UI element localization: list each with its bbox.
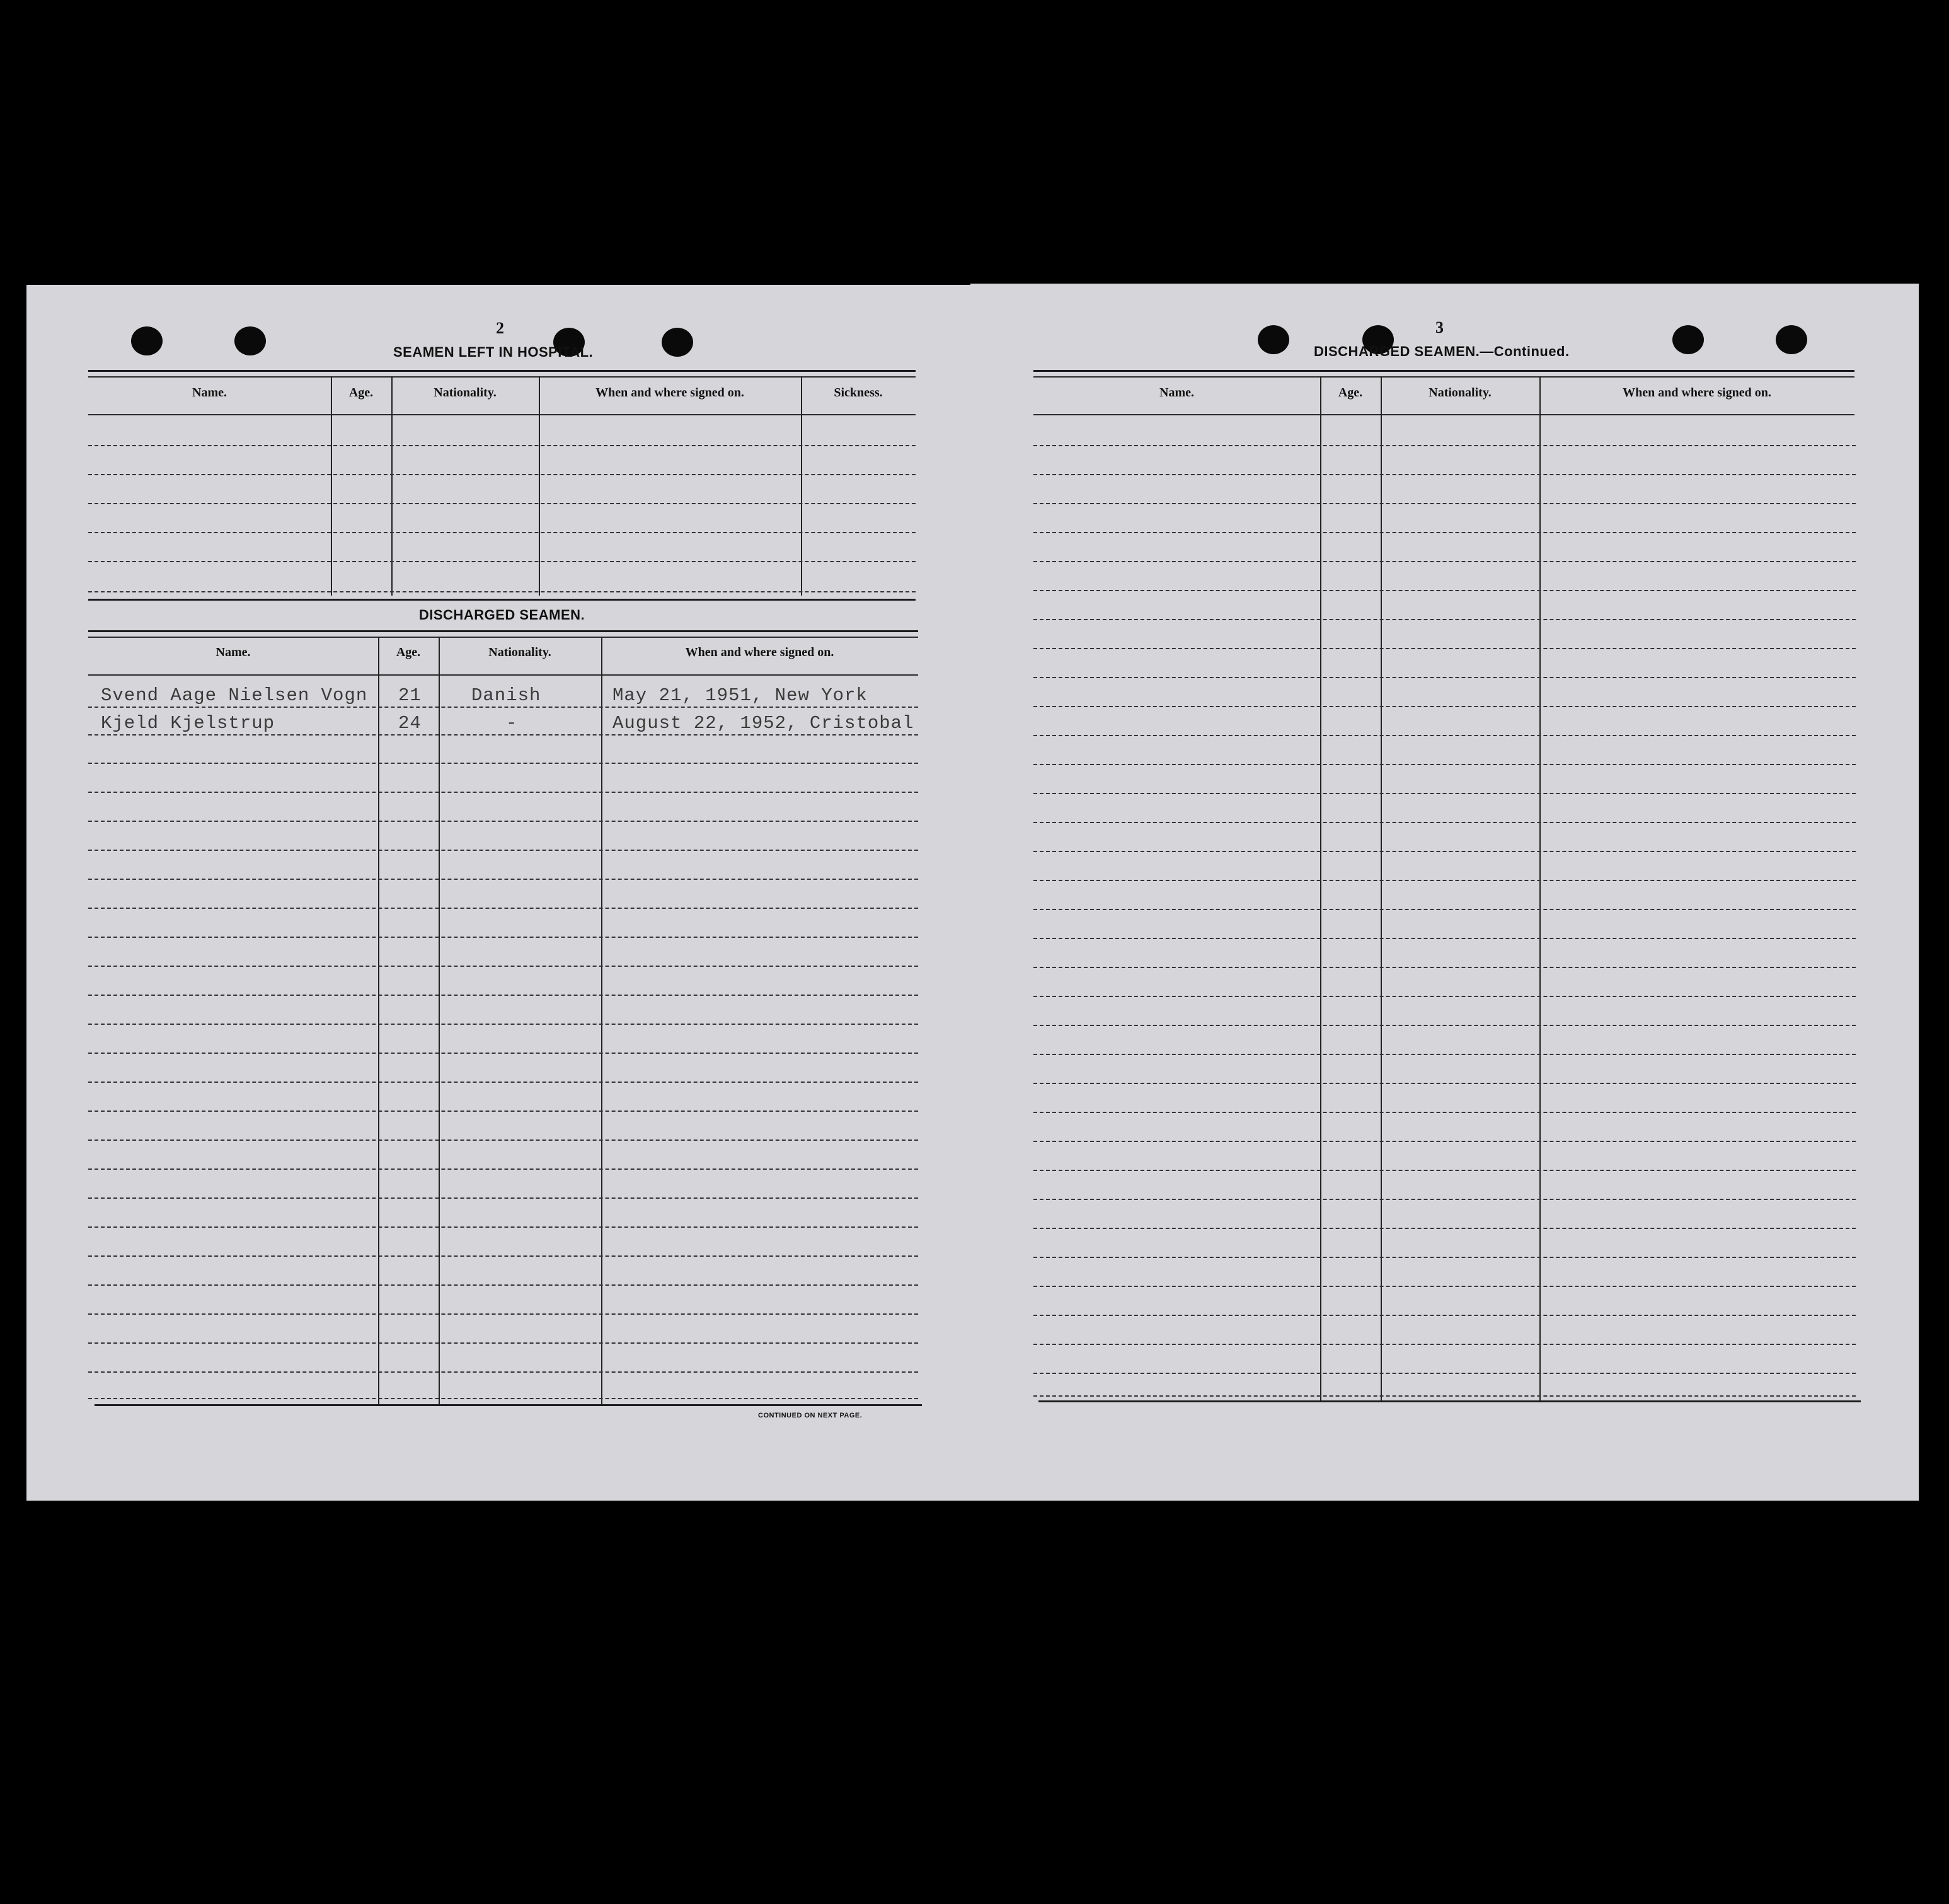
- hospital-section-title: SEAMEN LEFT IN HOSPITAL.: [393, 344, 594, 360]
- ruled-line: [1033, 793, 1856, 794]
- ruled-line: [88, 908, 918, 909]
- ruled-line: [1033, 1025, 1856, 1026]
- rule: [95, 1404, 922, 1406]
- ruled-line: [88, 850, 918, 851]
- ruled-line: [88, 1342, 918, 1344]
- ruled-line: [1033, 1199, 1856, 1200]
- right-col-signed-on: When and where signed on.: [1623, 386, 1771, 400]
- column-divider: [331, 376, 332, 596]
- ruled-line: [88, 1053, 918, 1054]
- ruled-line: [88, 1024, 918, 1025]
- ruled-line: [1033, 1315, 1856, 1316]
- continued-note: CONTINUED ON NEXT PAGE.: [758, 1412, 863, 1419]
- ruled-line: [88, 445, 916, 446]
- ruled-line: [88, 966, 918, 967]
- ruled-line: [1033, 677, 1856, 678]
- hospital-col-sickness: Sickness.: [834, 386, 883, 400]
- ruled-line: [88, 1197, 918, 1199]
- punch-hole: [131, 326, 163, 355]
- hospital-col-age: Age.: [348, 386, 374, 400]
- discharged-col-nationality: Nationality.: [488, 645, 551, 659]
- column-divider: [1539, 376, 1541, 1400]
- right-col-nationality: Nationality.: [1429, 386, 1492, 400]
- ruled-line: [88, 1255, 918, 1257]
- ruled-line: [88, 503, 916, 504]
- ruled-line: [88, 995, 918, 996]
- rule: [1033, 370, 1854, 372]
- ruled-line: [1033, 1228, 1856, 1229]
- ruled-line: [1033, 851, 1856, 852]
- rule: [1033, 376, 1854, 378]
- hospital-col-name: Name.: [192, 386, 227, 400]
- ruled-line: [88, 792, 918, 793]
- header-rule: [1033, 414, 1854, 415]
- punch-hole: [1672, 325, 1704, 354]
- discharged-col-name: Name.: [216, 645, 251, 659]
- column-divider: [439, 637, 440, 1404]
- ruled-line: [88, 937, 918, 938]
- rule: [88, 637, 918, 638]
- ruled-line: [88, 591, 916, 592]
- hospital-col-nationality: Nationality.: [434, 386, 497, 400]
- ruled-line: [1033, 996, 1856, 997]
- page-number-right: 3: [1435, 318, 1444, 337]
- rule: [88, 370, 916, 372]
- ruled-line: [88, 474, 916, 475]
- ruled-line: [1033, 619, 1856, 620]
- ruled-line: [1033, 1141, 1856, 1142]
- column-divider: [378, 637, 379, 1404]
- ruled-line: [1033, 1344, 1856, 1345]
- rule: [88, 376, 916, 378]
- ruled-line: [88, 707, 918, 708]
- ruled-line: [88, 1398, 918, 1399]
- ruled-line: [1033, 880, 1856, 881]
- ruled-line: [1033, 1054, 1856, 1055]
- ruled-line: [1033, 938, 1856, 939]
- ruled-line: [1033, 735, 1856, 736]
- punch-hole: [1258, 325, 1289, 354]
- ruled-line: [88, 734, 918, 736]
- ruled-line: [1033, 648, 1856, 649]
- ruled-line: [1033, 503, 1856, 504]
- ruled-line: [1033, 1112, 1856, 1113]
- hospital-col-signed-on: When and where signed on.: [595, 386, 744, 400]
- column-divider: [801, 376, 802, 596]
- ruled-line: [1033, 909, 1856, 910]
- seaman-nationality: Danish: [471, 685, 541, 706]
- discharged-col-age: Age.: [396, 645, 421, 659]
- ruled-line: [88, 1168, 918, 1170]
- right-col-age: Age.: [1338, 386, 1363, 400]
- ruled-line: [1033, 474, 1856, 475]
- ruled-line: [1033, 590, 1856, 591]
- right-section-title: DISCHARGED SEAMEN.—Continued.: [1314, 343, 1570, 359]
- seaman-nationality: -: [506, 713, 518, 734]
- ruled-line: [88, 1371, 918, 1373]
- ruled-line: [88, 1082, 918, 1083]
- left-page: [26, 285, 981, 1501]
- ruled-line: [88, 1313, 918, 1315]
- column-divider: [1381, 376, 1382, 1400]
- discharged-col-signed-on: When and where signed on.: [685, 645, 834, 659]
- ruled-line: [1033, 1170, 1856, 1171]
- seaman-age: 21: [398, 685, 422, 706]
- ruled-line: [1033, 1083, 1856, 1084]
- seaman-signed-on: August 22, 1952, Cristobal: [612, 713, 914, 734]
- header-rule: [88, 674, 918, 676]
- seaman-signed-on: May 21, 1951, New York: [612, 685, 868, 706]
- seaman-age: 24: [398, 713, 422, 734]
- ruled-line: [88, 763, 918, 764]
- ruled-line: [1033, 445, 1856, 446]
- punch-hole: [1776, 325, 1807, 354]
- header-rule: [88, 414, 916, 415]
- seaman-name: Svend Aage Nielsen Vogn: [101, 685, 368, 706]
- punch-hole: [662, 328, 693, 357]
- ruled-line: [1033, 1257, 1856, 1258]
- column-divider: [601, 637, 602, 1404]
- ruled-line: [88, 1284, 918, 1286]
- rule: [1038, 1400, 1861, 1402]
- seaman-name: Kjeld Kjelstrup: [101, 713, 275, 734]
- ruled-line: [88, 1226, 918, 1228]
- ruled-line: [1033, 706, 1856, 707]
- ruled-line: [88, 821, 918, 822]
- column-divider: [391, 376, 393, 596]
- ruled-line: [88, 1111, 918, 1112]
- ruled-line: [1033, 561, 1856, 562]
- rule: [88, 630, 918, 632]
- ruled-line: [1033, 822, 1856, 823]
- page-number-left: 2: [496, 319, 504, 337]
- ruled-line: [1033, 532, 1856, 533]
- rule: [88, 599, 916, 601]
- column-divider: [539, 376, 540, 596]
- ruled-line: [88, 532, 916, 533]
- ruled-line: [88, 1140, 918, 1141]
- right-page: [970, 284, 1919, 1501]
- punch-hole: [234, 326, 266, 355]
- ruled-line: [1033, 967, 1856, 968]
- ruled-line: [1033, 1286, 1856, 1287]
- discharged-section-title: DISCHARGED SEAMEN.: [418, 607, 585, 623]
- ruled-line: [1033, 1395, 1856, 1397]
- right-col-name: Name.: [1159, 386, 1194, 400]
- column-divider: [1320, 376, 1321, 1400]
- ruled-line: [88, 879, 918, 880]
- ruled-line: [1033, 1373, 1856, 1374]
- ruled-line: [88, 561, 916, 562]
- ruled-line: [1033, 764, 1856, 765]
